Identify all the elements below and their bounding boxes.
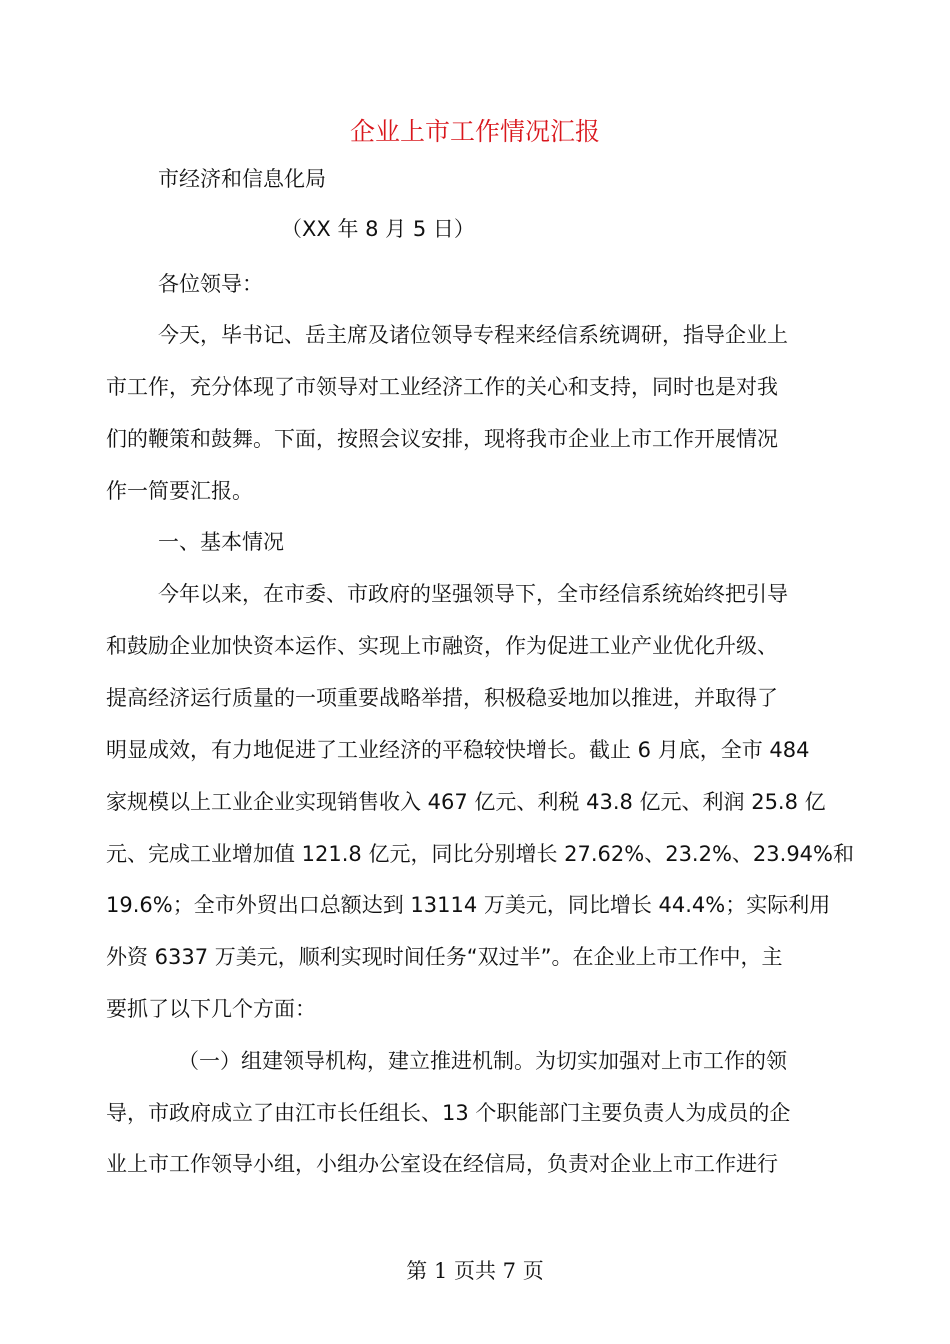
paragraph-line: 提高经济运行质量的一项重要战略举措，积极稳妥地加以推进，并取得了 bbox=[106, 686, 778, 710]
document-date: （XX 年 8 月 5 日） bbox=[281, 217, 475, 241]
salutation: 各位领导： bbox=[158, 272, 263, 296]
paragraph-line: 今年以来，在市委、市政府的坚强领导下，全市经信系统始终把引导 bbox=[158, 582, 788, 606]
paragraph-line: 外资 6337 万美元，顺利实现时间任务“双过半”。在企业上市工作中，主 bbox=[106, 945, 783, 969]
paragraph-line: 和鼓励企业加快资本运作、实现上市融资，作为促进工业产业优化升级、 bbox=[106, 634, 778, 658]
paragraph-line: 导，市政府成立了由江市长任组长、13 个职能部门主要负责人为成员的企 bbox=[106, 1101, 791, 1125]
paragraph-line: （一）组建领导机构，建立推进机制。为切实加强对上市工作的领 bbox=[178, 1049, 787, 1073]
paragraph-line: 明显成效，有力地促进了工业经济的平稳较快增长。截止 6 月底，全市 484 bbox=[106, 738, 810, 762]
paragraph-line: 作一简要汇报。 bbox=[106, 479, 253, 503]
paragraph-line: 19.6%；全市外贸出口总额达到 13114 万美元，同比增长 44.4%；实际利用 bbox=[106, 893, 831, 917]
paragraph-line: 业上市工作领导小组，小组办公室设在经信局，负责对企业上市工作进行 bbox=[106, 1152, 778, 1176]
page-number: 第 1 页共 7 页 bbox=[406, 1259, 544, 1283]
paragraph-line: 要抓了以下几个方面： bbox=[106, 997, 316, 1021]
document-title: 企业上市工作情况汇报 bbox=[349, 117, 600, 146]
issuing-department: 市经济和信息化局 bbox=[158, 167, 326, 191]
paragraph-line: 家规模以上工业企业实现销售收入 467 亿元、利税 43.8 亿元、利润 25.8 亿 bbox=[106, 790, 826, 814]
paragraph-line: 们的鞭策和鼓舞。下面，按照会议安排，现将我市企业上市工作开展情况 bbox=[106, 427, 778, 451]
section-heading: 一、基本情况 bbox=[158, 530, 284, 554]
paragraph-line: 市工作，充分体现了市领导对工业经济工作的关心和支持，同时也是对我 bbox=[106, 375, 778, 399]
paragraph-line: 元、完成工业增加值 121.8 亿元，同比分别增长 27.62%、23.2%、23.94%和 bbox=[106, 842, 854, 866]
paragraph-line: 今天，毕书记、岳主席及诸位领导专程来经信系统调研，指导企业上 bbox=[158, 323, 788, 347]
